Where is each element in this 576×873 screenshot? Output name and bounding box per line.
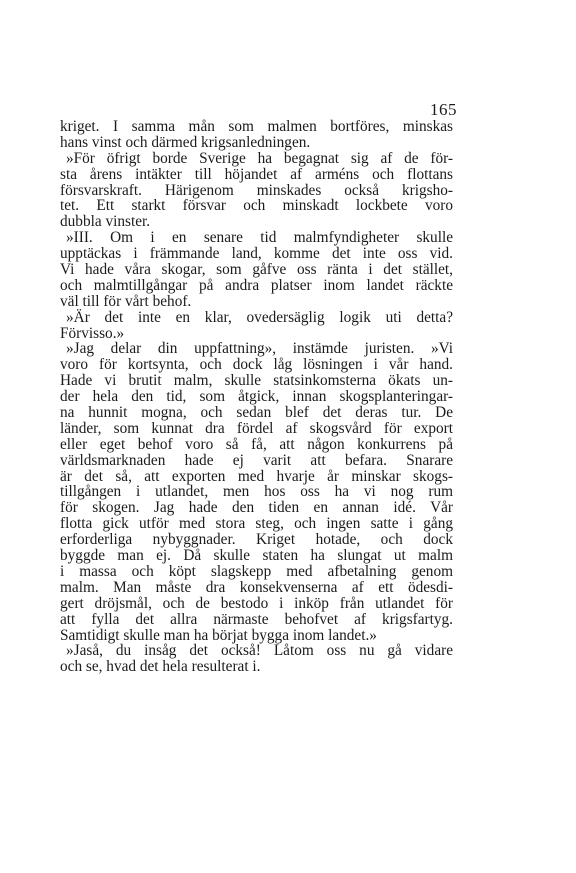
text-line: Hade vi brutit malm, skulle statsinkomsterna ökats un-: [60, 372, 453, 390]
text-line: malm. Man måste dra konsekvenserna af ett ödesdi-: [60, 578, 453, 596]
text-line: dubbla vinster.: [60, 213, 151, 231]
text-line: »Är det inte en klar, ovedersäglig logik uti detta?: [66, 308, 453, 326]
text-line: der hela den tid, som åtgick, innan skogsplanteringar-: [60, 388, 453, 406]
text-line: för skogen. Jag hade den tiden en annan idé. Vår: [60, 499, 453, 517]
text-line: väl till för vårt behof.: [60, 292, 192, 310]
text-line: upptäckas i främmande land, komme det inte oss vid.: [60, 245, 453, 263]
text-line: »För öfrigt borde Sverige ha begagnat sig af de för-: [66, 149, 453, 167]
text-line: »Jaså, du insåg det också! Låtom oss nu gå vidare: [66, 642, 453, 660]
text-line: na hunnit mogna, och sedan blef det deras tur. De: [60, 404, 453, 422]
text-line: flotta gick utför med stora steg, och ingen satte i gång: [60, 515, 453, 533]
text-line: och se, hvad det hela resulterat i.: [60, 658, 261, 676]
body-text: [60, 119, 453, 675]
text-line: försvarskraft. Härigenom minskades också krigsho-: [60, 181, 453, 199]
text-line: gert dröjsmål, och de bestodo i inköp från utlandet för: [60, 594, 453, 612]
text-line: erforderliga nybyggnader. Kriget hotade, och dock: [60, 531, 453, 549]
text-line: Samtidigt skulle man ha börjat bygga inom landet.»: [60, 626, 377, 644]
text-line: i massa och köpt slagskepp med afbetalning genom: [60, 562, 453, 580]
text-line: tet. Ett starkt försvar och minskadt lockbete voro: [60, 197, 453, 215]
text-line: och malmtillgångar på andra platser inom landet räckte: [60, 276, 453, 294]
text-line: länder, som kunnat dra fördel af skogsvård för export: [60, 419, 453, 437]
text-line: att fylla det allra närmaste behofvet af krigsfartyg.: [60, 610, 453, 628]
text-line: tillgången i utlandet, men hos oss ha vi nog rum: [60, 483, 453, 501]
text-line: byggde man ej. Då skulle staten ha slungat ut malm: [60, 547, 453, 565]
text-line: Förvisso.»: [60, 324, 125, 342]
text-line: världsmarknaden hade ej varit att befara. Snarare: [60, 451, 453, 469]
text-line: Vi hade våra skogar, som gåfve oss ränta i det stället,: [60, 261, 453, 279]
text-line: är det så, att exporten med hvarje år minskar skogs-: [60, 467, 453, 485]
text-line: hans vinst och därmed krigsanledningen.: [60, 133, 311, 151]
page-number: 165: [430, 100, 457, 119]
text-line: sta årens intäkter till höjandet af arméns och flottans: [60, 165, 453, 183]
text-line: »III. Om i en senare tid malmfyndigheter skulle: [66, 229, 453, 247]
text-line: »Jag delar din uppfattning», instämde juristen. »Vi: [66, 340, 453, 358]
text-line: eller eget behof voro så få, att någon konkurrens på: [60, 435, 453, 453]
text-line: voro för kortsynta, och dock låg lösningen i vår hand.: [60, 356, 453, 374]
text-line: kriget. I samma mån som malmen bortföres, minskas: [60, 118, 453, 135]
